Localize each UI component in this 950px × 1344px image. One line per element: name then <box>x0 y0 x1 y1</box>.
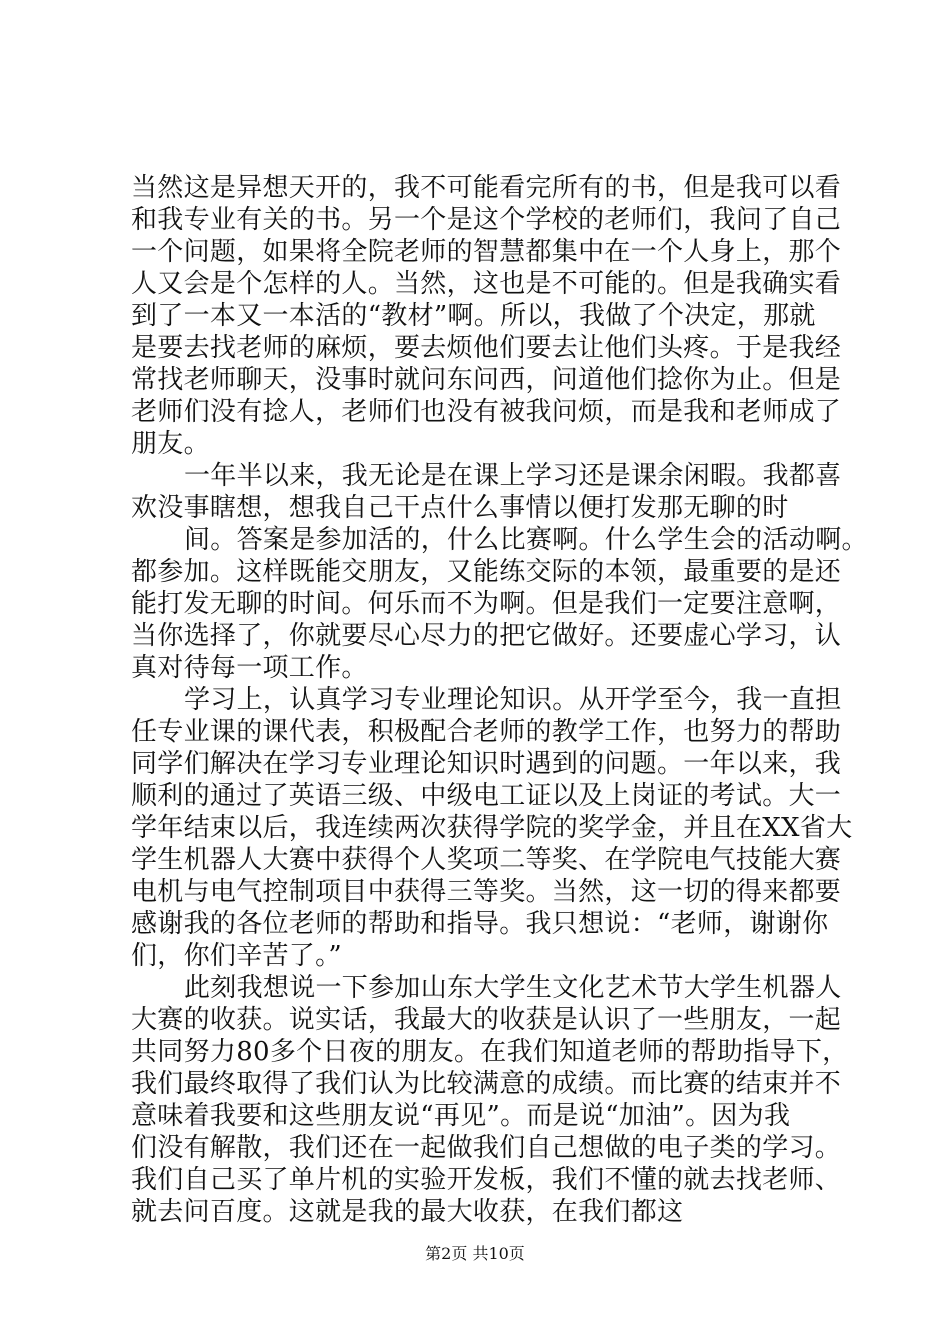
text-line: 真对待每一项工作。 <box>131 653 368 683</box>
text-line: 学年结束以后，我连续两次获得学院的奖学金，并且在XX省大 <box>131 813 853 843</box>
text-line: 感谢我的各位老师的帮助和指导。我只想说：“老师，谢谢你 <box>131 909 829 939</box>
text-line: 学习上，认真学习专业理论知识。从开学至今，我一直担 <box>184 685 842 715</box>
text-line: 老师们没有捻人，老师们也没有被我问烦，而是我和老师成了 <box>131 397 842 427</box>
text-line: 一年半以来，我无论是在课上学习还是课余闲暇。我都喜 <box>184 461 842 491</box>
text-line: 都参加。这样既能交朋友，又能练交际的本领，最重要的是还 <box>131 557 842 587</box>
text-line: 朋友。 <box>131 429 210 459</box>
text-line: 和我专业有关的书。另一个是这个学校的老师们，我问了自己 <box>131 205 842 235</box>
text-line: 我们最终取得了我们认为比较满意的成绩。而比赛的结束并不 <box>131 1069 842 1099</box>
text-line: 顺利的通过了英语三级、中级电工证以及上岗证的考试。大一 <box>131 781 842 811</box>
text-line: 们，你们辛苦了。” <box>131 941 342 971</box>
text-line: 常找老师聊天，没事时就问东问西，问道他们捻你为止。但是 <box>131 365 842 395</box>
body-text <box>131 172 868 1228</box>
text-line: 是要去找老师的麻烦，要去烦他们要去让他们头疼。于是我经 <box>131 333 842 363</box>
text-line: 电机与电气控制项目中获得三等奖。当然，这一切的得来都要 <box>131 877 842 907</box>
text-line: 同学们解决在学习专业理论知识时遇到的问题。一年以来，我 <box>131 749 842 779</box>
text-line: 我们自己买了单片机的实验开发板，我们不懂的就去找老师、 <box>131 1165 842 1195</box>
text-line: 到了一本又一本活的“教材”啊。所以，我做了个决定，那就 <box>131 301 816 331</box>
text-line: 欢没事瞎想，想我自己干点什么事情以便打发那无聊的时 <box>131 493 789 523</box>
text-line: 当你选择了，你就要尽心尽力的把它做好。还要虚心学习，认 <box>131 621 842 651</box>
text-line: 能打发无聊的时间。何乐而不为啊。但是我们一定要注意啊， <box>131 589 842 619</box>
text-line: 当然这是异想天开的，我不可能看完所有的书，但是我可以看 <box>131 173 842 203</box>
text-line: 任专业课的课代表，积极配合老师的教学工作，也努力的帮助 <box>131 717 842 747</box>
text-line: 此刻我想说一下参加山东大学生文化艺术节大学生机器人 <box>184 973 842 1003</box>
text-line: 们没有解散，我们还在一起做我们自己想做的电子类的学习。 <box>131 1133 842 1163</box>
text-line: 共同努力80多个日夜的朋友。在我们知道老师的帮助指导下， <box>131 1037 849 1067</box>
text-line: 意味着我要和这些朋友说“再见”。而是说“加油”。因为我 <box>131 1101 791 1131</box>
text-line: 一个问题，如果将全院老师的智慧都集中在一个人身上，那个 <box>131 237 842 267</box>
text-line: 就去问百度。这就是我的最大收获，在我们都这 <box>131 1197 684 1227</box>
text-line: 大赛的收获。说实话，我最大的收获是认识了一些朋友，一起 <box>131 1005 842 1035</box>
text-line: 人又会是个怎样的人。当然，这也是不可能的。但是我确实看 <box>131 269 842 299</box>
page-footer: 第2页 共10页 <box>425 1244 525 1263</box>
text-line: 间。答案是参加活的，什么比赛啊。什么学生会的活动啊。 <box>184 525 868 555</box>
text-line: 学生机器人大赛中获得个人奖项二等奖、在学院电气技能大赛 <box>131 845 842 875</box>
